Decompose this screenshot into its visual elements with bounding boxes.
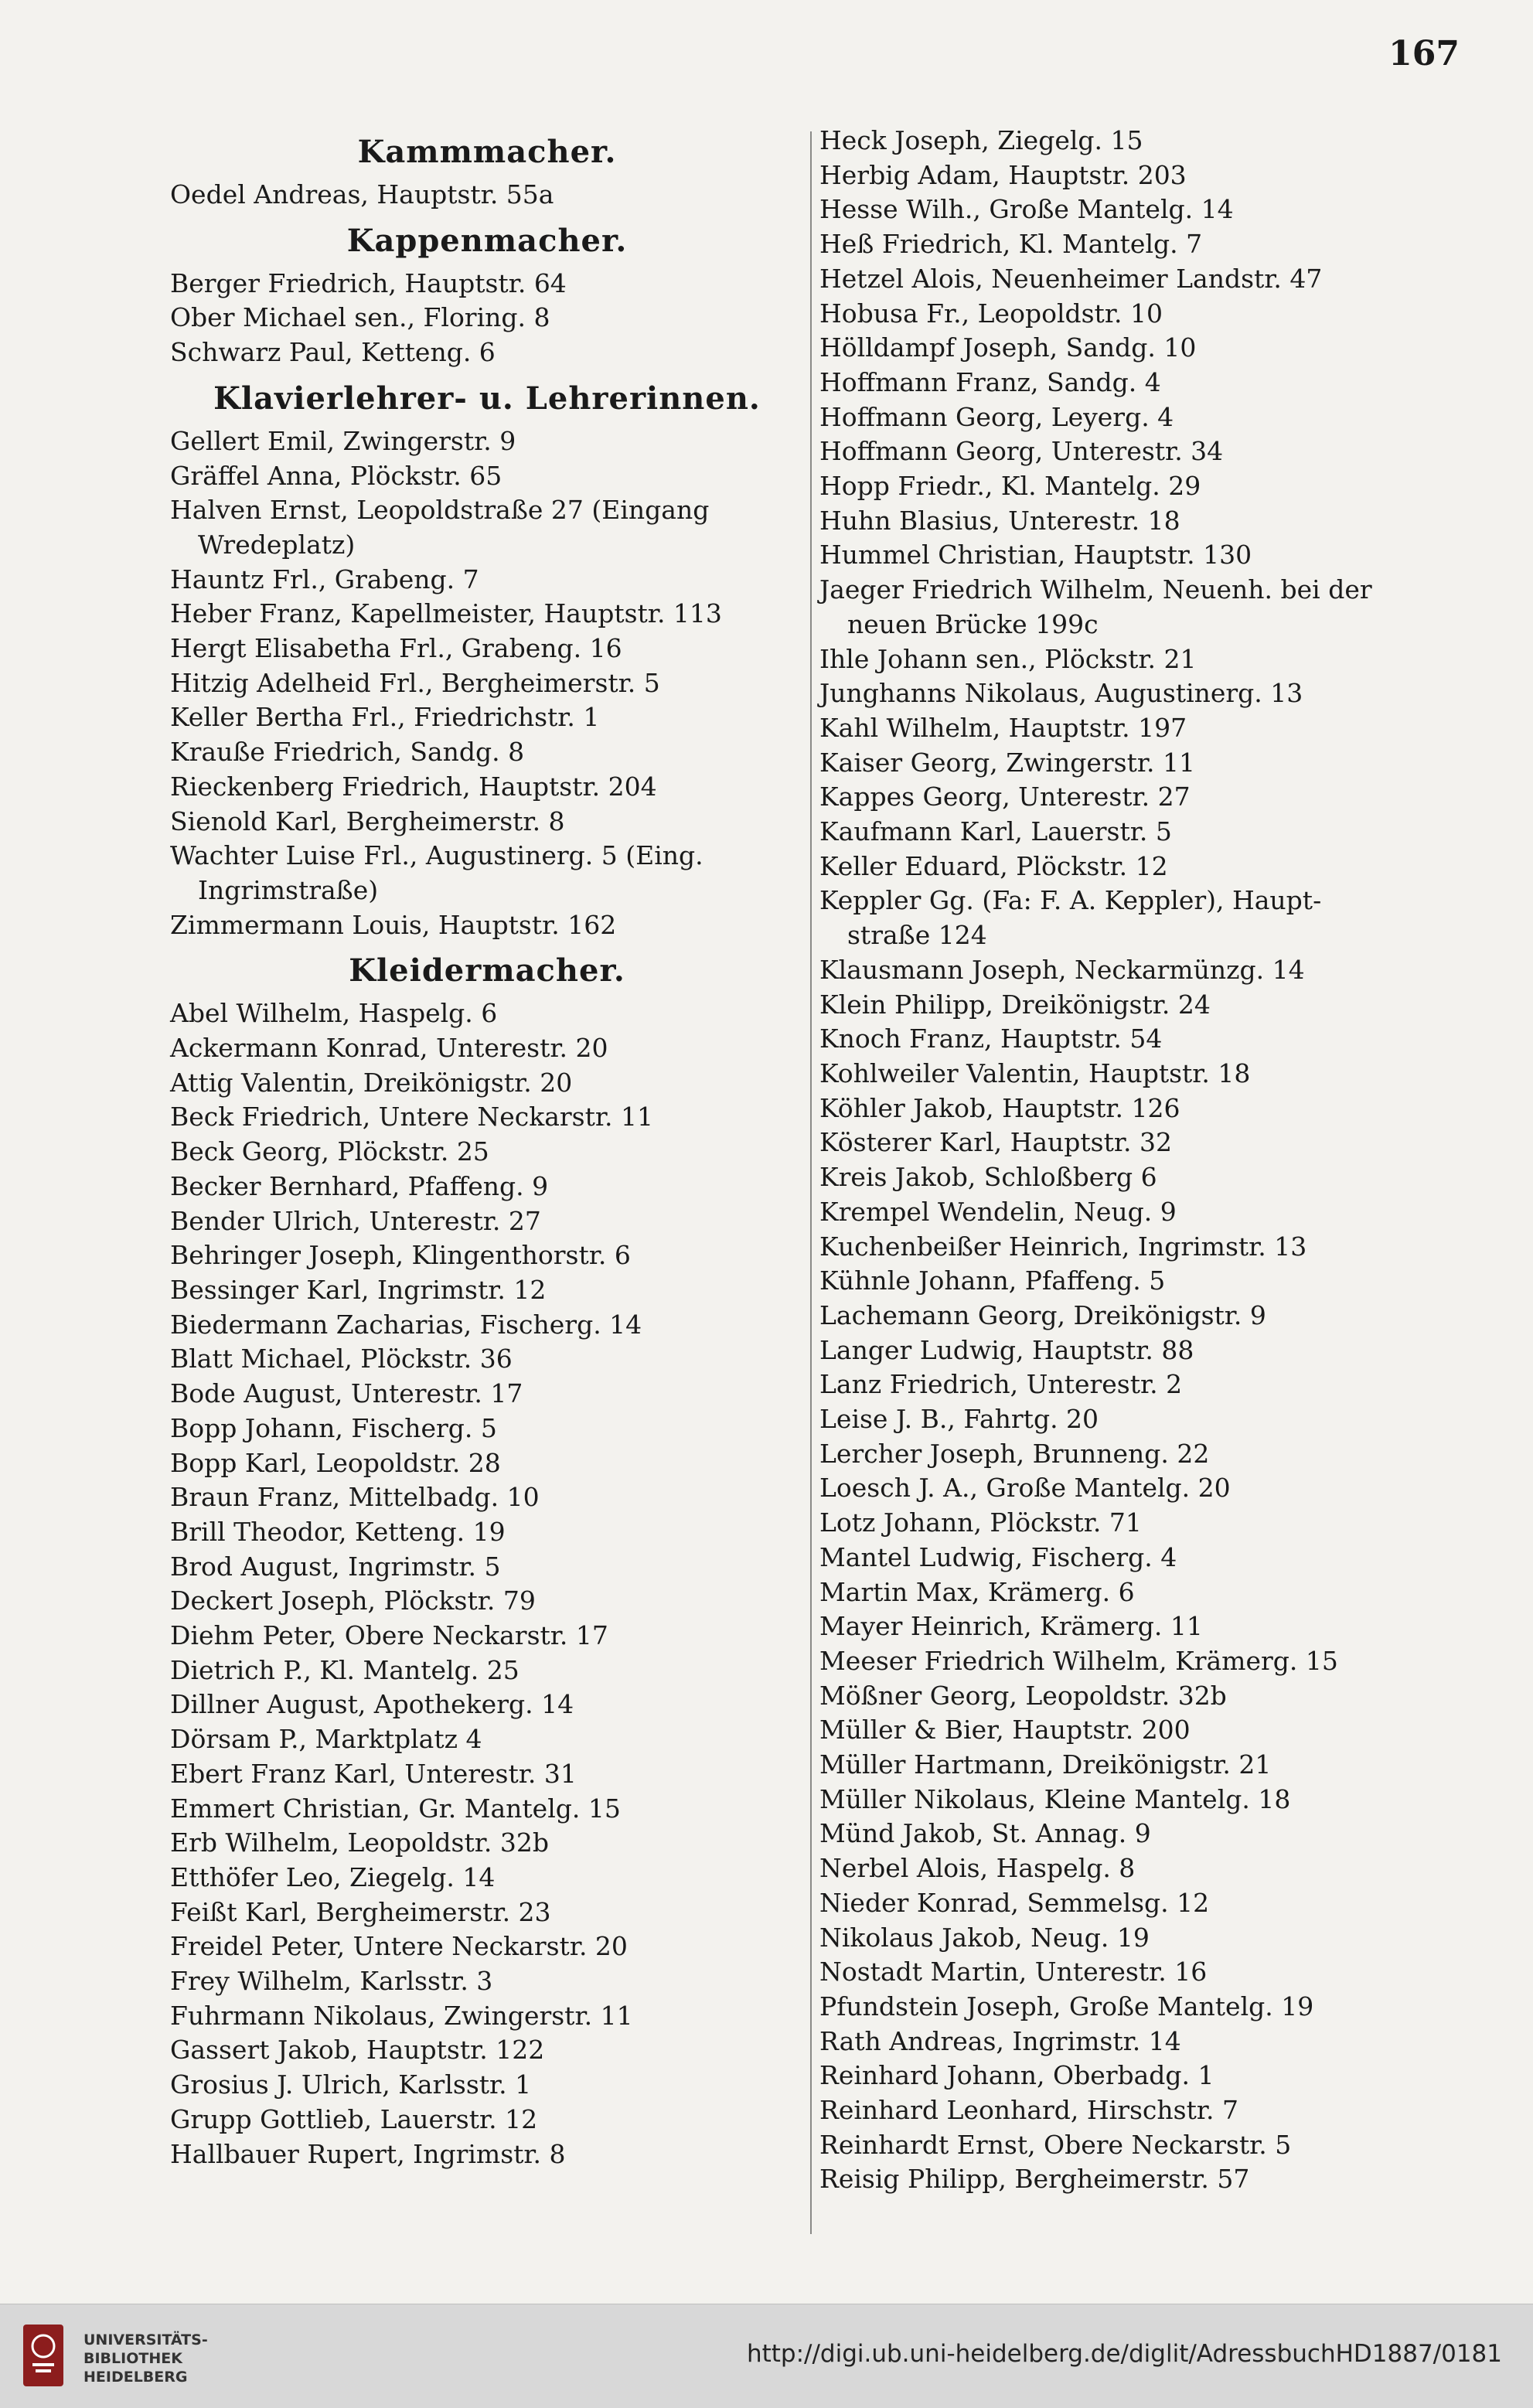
directory-entry: Heck Joseph, Ziegelg. 15: [819, 125, 1143, 155]
directory-entry: Loesch J. A., Große Mantelg. 20: [819, 1473, 1231, 1504]
university-seal-icon: [22, 2323, 65, 2388]
directory-entry: Lanz Friedrich, Unterestr. 2: [819, 1369, 1183, 1400]
directory-entry: Feißt Karl, Bergheimerstr. 23: [170, 1896, 551, 1927]
directory-entry: Hölldampf Joseph, Sandg. 10: [819, 332, 1197, 363]
directory-entry: Hoffmann Georg, Unterestr. 34: [819, 436, 1224, 467]
directory-entry: Hergt Elisabetha Frl., Grabeng. 16: [170, 633, 622, 664]
directory-entry: Behringer Joseph, Klingenthorstr. 6: [170, 1240, 631, 1271]
directory-entry: Kappes Georg, Unterestr. 27: [819, 782, 1191, 812]
directory-entry-continuation: Wredeplatz): [198, 529, 356, 560]
directory-entry: Gellert Emil, Zwingerstr. 9: [170, 425, 516, 456]
directory-entry: Abel Wilhelm, Haspelg. 6: [170, 998, 498, 1029]
directory-entry: Kühnle Johann, Pfaffeng. 5: [819, 1265, 1166, 1296]
directory-entry: Nerbel Alois, Haspelg. 8: [819, 1853, 1136, 1884]
directory-entry: Wachter Luise Frl., Augustinerg. 5 (Eing.: [170, 840, 703, 871]
directory-entry: Hobusa Fr., Leopoldstr. 10: [819, 298, 1163, 329]
directory-entry: Brill Theodor, Ketteng. 19: [170, 1516, 506, 1547]
directory-entry: Hallbauer Rupert, Ingrimstr. 8: [170, 2138, 566, 2169]
directory-entry: Krempel Wendelin, Neug. 9: [819, 1196, 1177, 1227]
directory-entry-continuation: straße 124: [847, 920, 987, 951]
page-number: 167: [1388, 34, 1460, 73]
directory-entry: Kaiser Georg, Zwingerstr. 11: [819, 747, 1195, 778]
directory-entry: Kohlweiler Valentin, Hauptstr. 18: [819, 1058, 1251, 1088]
directory-entry: Bender Ulrich, Unterestr. 27: [170, 1205, 541, 1236]
directory-entry: Rath Andreas, Ingrimstr. 14: [819, 2025, 1181, 2056]
directory-entry: Kuchenbeißer Heinrich, Ingrimstr. 13: [819, 1231, 1307, 1262]
directory-entry: Ebert Franz Karl, Unterestr. 31: [170, 1758, 577, 1789]
footer-bar: [0, 2304, 1533, 2408]
column-divider: [810, 131, 812, 2234]
directory-entry: Hauntz Frl., Grabeng. 7: [170, 564, 479, 594]
directory-entry: Brod August, Ingrimstr. 5: [170, 1551, 501, 1582]
directory-entry: Kösterer Karl, Hauptstr. 32: [819, 1127, 1172, 1158]
directory-entry: Dietrich P., Kl. Mantelg. 25: [170, 1654, 520, 1685]
directory-entry-continuation: neuen Brücke 199c: [847, 608, 1099, 639]
directory-entry: Becker Bernhard, Pfaffeng. 9: [170, 1170, 549, 1201]
directory-entry: Oedel Andreas, Hauptstr. 55a: [170, 179, 554, 209]
directory-entry: Kaufmann Karl, Lauerstr. 5: [819, 816, 1172, 847]
directory-entry: Nieder Konrad, Semmelsg. 12: [819, 1887, 1210, 1918]
directory-entry: Dillner August, Apothekerg. 14: [170, 1689, 574, 1720]
directory-entry: Reinhard Leonhard, Hirschstr. 7: [819, 2095, 1238, 2126]
directory-entry: Jaeger Friedrich Wilhelm, Neuenh. bei der: [819, 574, 1372, 605]
directory-entry: Lercher Joseph, Brunneng. 22: [819, 1438, 1210, 1469]
directory-entry: Hopp Friedr., Kl. Mantelg. 29: [819, 471, 1201, 502]
directory-entry: Klausmann Joseph, Neckarmünzg. 14: [819, 954, 1305, 985]
directory-entry: Ober Michael sen., Floring. 8: [170, 302, 550, 333]
directory-entry: Hetzel Alois, Neuenheimer Landstr. 47: [819, 263, 1323, 294]
left-column: [170, 124, 804, 2171]
directory-entry: Gräffel Anna, Plöckstr. 65: [170, 460, 502, 491]
directory-entry: Junghanns Nikolaus, Augustinerg. 13: [819, 678, 1303, 709]
directory-entry: Deckert Joseph, Plöckstr. 79: [170, 1585, 536, 1616]
directory-entry: Mößner Georg, Leopoldstr. 32b: [819, 1680, 1227, 1711]
directory-entry: Sienold Karl, Bergheimerstr. 8: [170, 806, 565, 836]
directory-entry: Meeser Friedrich Wilhelm, Krämerg. 15: [819, 1645, 1338, 1676]
directory-entry: Herbig Adam, Hauptstr. 203: [819, 159, 1187, 190]
directory-entry: Etthöfer Leo, Ziegelg. 14: [170, 1861, 496, 1892]
directory-entry: Mayer Heinrich, Krämerg. 11: [819, 1611, 1203, 1642]
library-name: [83, 2331, 208, 2386]
directory-entry: Hoffmann Franz, Sandg. 4: [819, 366, 1161, 397]
directory-entry: Biedermann Zacharias, Fischerg. 14: [170, 1309, 642, 1340]
library-name-line: HEIDELBERG: [83, 2369, 188, 2386]
directory-entry: Blatt Michael, Plöckstr. 36: [170, 1344, 513, 1374]
directory-entry: Müller Nikolaus, Kleine Mantelg. 18: [819, 1783, 1291, 1814]
directory-entry: Hummel Christian, Hauptstr. 130: [819, 540, 1252, 570]
directory-entry: Beck Georg, Plöckstr. 25: [170, 1136, 489, 1167]
directory-entry: Martin Max, Krämerg. 6: [819, 1576, 1135, 1607]
directory-entry: Halven Ernst, Leopoldstraße 27 (Eingang: [170, 495, 710, 526]
directory-entry: Freidel Peter, Untere Neckarstr. 20: [170, 1931, 628, 1962]
directory-entry: Mantel Ludwig, Fischerg. 4: [819, 1541, 1177, 1572]
directory-entry: Rieckenberg Friedrich, Hauptstr. 204: [170, 771, 657, 802]
directory-entry: Knoch Franz, Hauptstr. 54: [819, 1023, 1163, 1054]
directory-entry: Attig Valentin, Dreikönigstr. 20: [170, 1067, 573, 1098]
directory-entry: Leise J. B., Fahrtg. 20: [819, 1404, 1099, 1435]
directory-entry: Hoffmann Georg, Leyerg. 4: [819, 401, 1174, 432]
directory-entry: Bessinger Karl, Ingrimstr. 12: [170, 1274, 547, 1305]
directory-entry: Huhn Blasius, Unterestr. 18: [819, 505, 1180, 536]
directory-entry: Beck Friedrich, Untere Neckarstr. 11: [170, 1102, 653, 1132]
directory-entry: Keller Eduard, Plöckstr. 12: [819, 850, 1168, 881]
directory-entry: Müller Hartmann, Dreikönigstr. 21: [819, 1749, 1272, 1780]
directory-entry-continuation: Ingrimstraße): [198, 874, 379, 905]
directory-entry: Kraußе Friedrich, Sandg. 8: [170, 737, 525, 768]
directory-entry: Klein Philipp, Dreikönigstr. 24: [819, 989, 1211, 1020]
section-heading: Klavierlehrer- u. Lehrerinnen.: [213, 380, 761, 417]
directory-entry: Braun Franz, Mittelbadg. 10: [170, 1482, 540, 1513]
section-heading: Kappenmacher.: [346, 222, 628, 259]
directory-entry: Emmert Christian, Gr. Mantelg. 15: [170, 1793, 621, 1824]
directory-entry: Fuhrmann Nikolaus, Zwingerstr. 11: [170, 2000, 633, 2031]
directory-entry: Müller & Bier, Hauptstr. 200: [819, 1715, 1191, 1746]
directory-entry: Bopp Karl, Leopoldstr. 28: [170, 1447, 501, 1478]
directory-entry: Keppler Gg. (Fa: F. A. Keppler), Haupt-: [819, 885, 1322, 916]
directory-entry: Münd Jakob, St. Annag. 9: [819, 1818, 1151, 1849]
section-heading: Kleidermacher.: [349, 952, 625, 989]
directory-entry: Pfundstein Joseph, Große Mantelg. 19: [819, 1991, 1314, 2021]
directory-entry: Frey Wilhelm, Karlsstr. 3: [170, 1966, 493, 1997]
directory-entry: Lachemann Georg, Dreikönigstr. 9: [819, 1299, 1266, 1330]
directory-entry: Zimmermann Louis, Hauptstr. 162: [170, 909, 617, 940]
directory-entry: Ihle Johann sen., Plöckstr. 21: [819, 643, 1197, 674]
library-name-line: BIBLIOTHEK: [83, 2350, 182, 2367]
directory-entry: Bode August, Unterestr. 17: [170, 1378, 523, 1409]
directory-entry: Hitzig Adelheid Frl., Bergheimerstr. 5: [170, 667, 660, 698]
directory-entry: Grosius J. Ulrich, Karlsstr. 1: [170, 2069, 532, 2100]
directory-entry: Nostadt Martin, Unterestr. 16: [819, 1957, 1208, 1987]
library-name-line: UNIVERSITÄTS-: [83, 2331, 208, 2348]
directory-entry: Diehm Peter, Obere Neckarstr. 17: [170, 1620, 608, 1651]
source-url-link[interactable]: http://digi.ub.uni-heidelberg.de/diglit/AdressbuchHD1887/0181: [746, 2340, 1502, 2368]
section-heading: Kammmacher.: [357, 134, 617, 170]
directory-entry: Hesse Wilh., Große Mantelg. 14: [819, 194, 1234, 225]
directory-entry: Reinhard Johann, Oberbadg. 1: [819, 2060, 1214, 2091]
directory-entry: Schwarz Paul, Ketteng. 6: [170, 337, 496, 368]
directory-entry: Kreis Jakob, Schloßberg 6: [819, 1162, 1157, 1193]
right-column: [819, 124, 1484, 2197]
directory-entry: Nikolaus Jakob, Neug. 19: [819, 1922, 1150, 1953]
directory-entry: Keller Bertha Frl., Friedrichstr. 1: [170, 702, 600, 733]
directory-entry: Reinhardt Ernst, Obere Neckarstr. 5: [819, 2129, 1292, 2160]
directory-entry: Ackermann Konrad, Unterestr. 20: [170, 1033, 608, 1064]
directory-entry: Kahl Wilhelm, Hauptstr. 197: [819, 712, 1187, 743]
directory-entry: Bopp Johann, Fischerg. 5: [170, 1412, 497, 1443]
directory-entry: Grupp Gottlieb, Lauerstr. 12: [170, 2103, 538, 2134]
directory-entry: Heß Friedrich, Kl. Mantelg. 7: [819, 229, 1203, 260]
directory-entry: Köhler Jakob, Hauptstr. 126: [819, 1092, 1180, 1123]
directory-entry: Langer Ludwig, Hauptstr. 88: [819, 1334, 1194, 1365]
directory-entry: Berger Friedrich, Hauptstr. 64: [170, 267, 567, 298]
directory-entry: Heber Franz, Kapellmeister, Hauptstr. 113: [170, 598, 722, 629]
directory-entry: Reisig Philipp, Bergheimerstr. 57: [819, 2164, 1250, 2195]
directory-entry: Gassert Jakob, Hauptstr. 122: [170, 2035, 545, 2066]
directory-entry: Lotz Johann, Plöckstr. 71: [819, 1507, 1142, 1538]
directory-entry: Dörsam P., Marktplatz 4: [170, 1724, 482, 1755]
directory-entry: Erb Wilhelm, Leopoldstr. 32b: [170, 1827, 549, 1858]
